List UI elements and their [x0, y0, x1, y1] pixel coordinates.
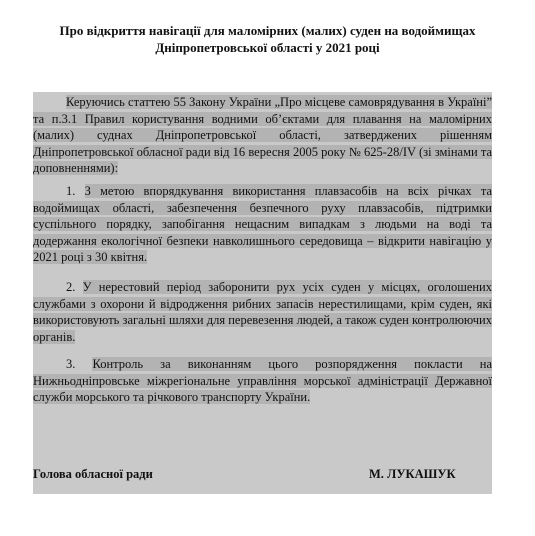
- intro-paragraph: [33, 94, 492, 177]
- clause-2-number: 2.: [66, 280, 76, 294]
- clause-2-text: У нерестовий період заборонити рух усіх суден у місцях, оголошених службами з охорони й відродження рибних запасів нерестилищами, крім суден, які використовують загальні шляхи для перевезення людей, а також суден контролюючих органів.: [33, 280, 492, 344]
- document-title: [0, 22, 535, 56]
- clause-3-number: 3.: [66, 357, 76, 371]
- clause-3-text: Контроль за виконанням цього розпорядження покласти на Нижньодніпровське міжрегіональне управління морської адміністрації Державної служби морського та річкового транспорту України.: [33, 357, 492, 404]
- signature-position: Голова обласної ради: [33, 467, 153, 481]
- clause-2: [33, 279, 492, 345]
- clause-3: [33, 356, 492, 406]
- signature-name: М. ЛУКАШУК: [369, 467, 456, 481]
- title-line-1: Про відкриття навігації для маломірних (малих) суден на водоймищах: [59, 23, 476, 38]
- title-line-2: Дніпропетровської області у 2021 році: [155, 40, 380, 55]
- clause-1: [33, 183, 492, 266]
- clause-1-number: 1.: [66, 184, 76, 198]
- intro-text: Керуючись статтею 55 Закону України „Про місцеве самоврядування в Україні” та п.3.1 Правил користування водними об’єктами для плавання на маломірних (малих) суднах Дніпропетровської області, затверджених рішенням Дніпропетровської обласної ради від 16 вересня 2005 року № 625-28/IV (зі змінами та доповненнями):: [33, 95, 492, 175]
- clause-1-text: З метою впорядкування використання плавзасобів на всіх річках та водоймищах області, забезпечення безпечного руху плавзасобів, підтримки суспільного порядку, запобігання нещасним випадкам з людьми на воді та додержання екологічної безпеки навколишнього середовища – відкрити навігацію у 2021 році з 30 квітня.: [33, 184, 493, 264]
